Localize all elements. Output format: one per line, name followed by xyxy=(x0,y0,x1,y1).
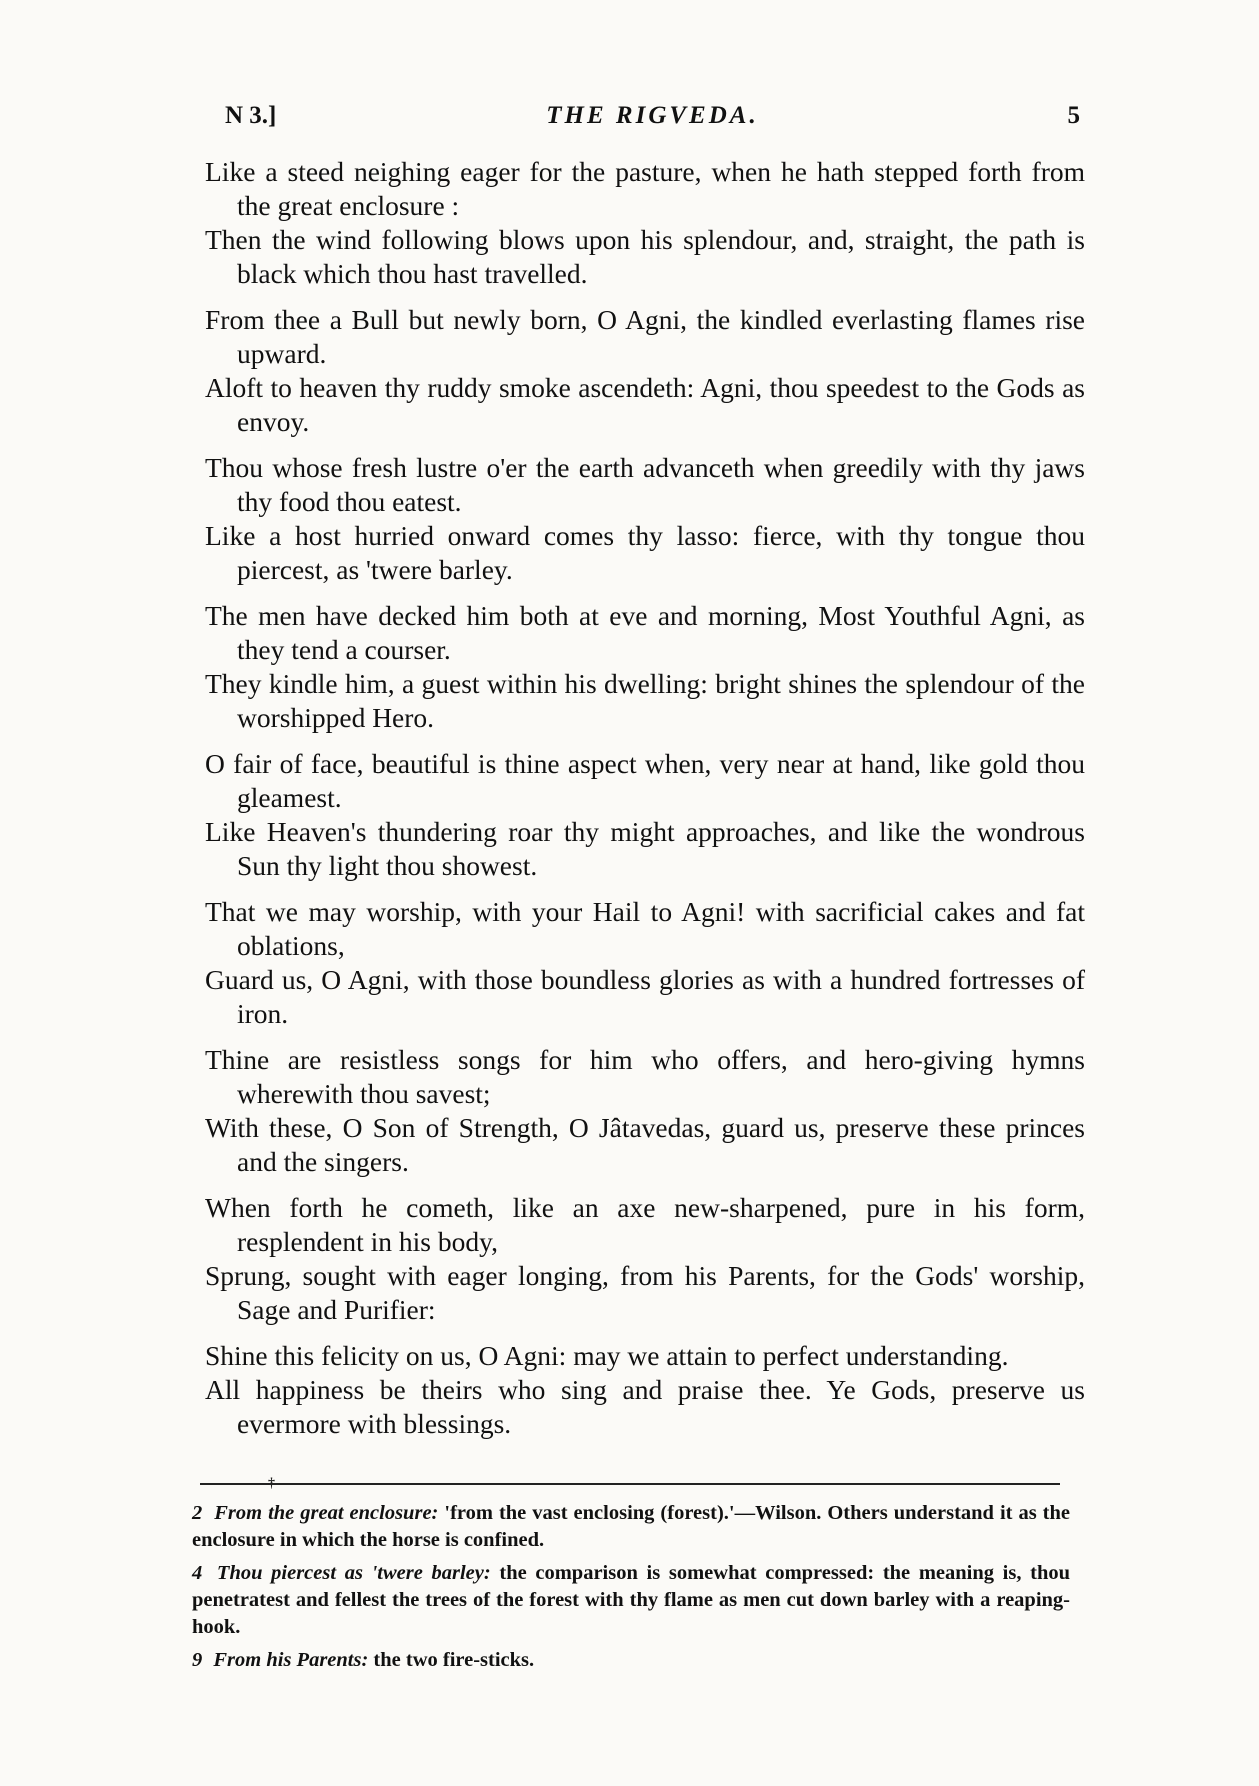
verse-line: Shine this felicity on us, O Agni: may we attain to perfect understanding. xyxy=(205,1340,1009,1371)
verse-line: The men have decked him both at eve and morning, Most Youthful Agni, as they tend a courser. xyxy=(205,600,1085,665)
stanza-7 xyxy=(205,1043,1085,1179)
verse-line: That we may worship, with your Hail to Agni! with sacrificial cakes and fat oblations, xyxy=(205,896,1085,961)
footnote-text: the two fire-sticks. xyxy=(373,1649,535,1671)
verse-line: Then the wind following blows upon his splendour, and, straight, the path is black which thou hast travelled. xyxy=(205,224,1085,289)
footnote-text: the comparison is somewhat compressed: the meaning is, thou penetratest and fellest the trees of the forest with thy flame as men cut down barley with a reaping-hook. xyxy=(192,1562,1071,1638)
verse-line: Like Heaven's thundering roar thy might approaches, and like the wondrous Sun thy light thou showest. xyxy=(205,816,1085,881)
stanza-4 xyxy=(205,599,1085,735)
footnote-phrase: From the great enclosure: xyxy=(214,1502,439,1524)
verse-line: All happiness be theirs who sing and praise thee. Ye Gods, preserve us evermore with blessings. xyxy=(205,1374,1085,1439)
verse-line: With these, O Son of Strength, O Jâtavedas, guard us, preserve these princes and the singers. xyxy=(205,1112,1085,1177)
verse-line: When forth he cometh, like an axe new-sharpened, pure in his form, resplendent in his body, xyxy=(205,1192,1085,1257)
verse-line: From thee a Bull but newly born, O Agni, the kindled everlasting flames rise upward. xyxy=(205,304,1085,369)
verse-line: They kindle him, a guest within his dwelling: bright shines the splendour of the worshipped Hero. xyxy=(205,668,1085,733)
divider-mark-icon: † xyxy=(268,1476,275,1491)
verse-line: Thine are resistless songs for him who offers, and hero-giving hymns wherewith thou savest; xyxy=(205,1044,1085,1109)
verse-line: Sprung, sought with eager longing, from his Parents, for the Gods' worship, Sage and Purifier: xyxy=(205,1260,1085,1325)
verse-line: Like a steed neighing eager for the pasture, when he hath stepped forth from the great enclosure : xyxy=(205,156,1085,221)
footnote-4 xyxy=(192,1560,1070,1641)
stanza-3 xyxy=(205,451,1085,587)
stanza-6 xyxy=(205,895,1085,1031)
footnote-number: 2 xyxy=(192,1502,203,1524)
footnote-divider xyxy=(200,1483,1060,1485)
stanza-8 xyxy=(205,1191,1085,1327)
running-head xyxy=(225,102,1080,136)
book-title: THE RIGVEDA. xyxy=(546,102,759,129)
footnote-number: 9 xyxy=(192,1649,203,1671)
footnote-2 xyxy=(192,1500,1070,1554)
verse-line: O fair of face, beautiful is thine aspect when, very near at hand, like gold thou gleamest. xyxy=(205,748,1085,813)
hymn-reference: N 3.] xyxy=(225,102,277,129)
stanza-9 xyxy=(205,1339,1085,1441)
footnote-text: 'from the vast enclosing (forest).'—Wilson. Others understand it as the enclosure in which the horse is confined. xyxy=(192,1502,1071,1551)
stanza-2 xyxy=(205,303,1085,439)
verse-line: Guard us, O Agni, with those boundless glories as with a hundred fortresses of iron. xyxy=(205,964,1085,1029)
footnote-9 xyxy=(192,1647,1070,1674)
footnote-phrase: From his Parents: xyxy=(213,1649,369,1671)
verse-line: Like a host hurried onward comes thy lasso: fierce, with thy tongue thou piercest, as 'twere barley. xyxy=(205,520,1085,585)
footnote-number: 4 xyxy=(192,1562,203,1584)
verse-line: Thou whose fresh lustre o'er the earth advanceth when greedily with thy jaws thy food thou eatest. xyxy=(205,452,1085,517)
stanza-5 xyxy=(205,747,1085,883)
page-number: 5 xyxy=(1067,102,1080,129)
footnote-phrase: Thou piercest as 'twere barley: xyxy=(216,1562,491,1584)
hymn-verses xyxy=(205,155,1085,1453)
verse-line: Aloft to heaven thy ruddy smoke ascendeth: Agni, thou speedest to the Gods as envoy. xyxy=(205,372,1085,437)
stanza-1 xyxy=(205,155,1085,291)
footnotes xyxy=(192,1500,1070,1680)
